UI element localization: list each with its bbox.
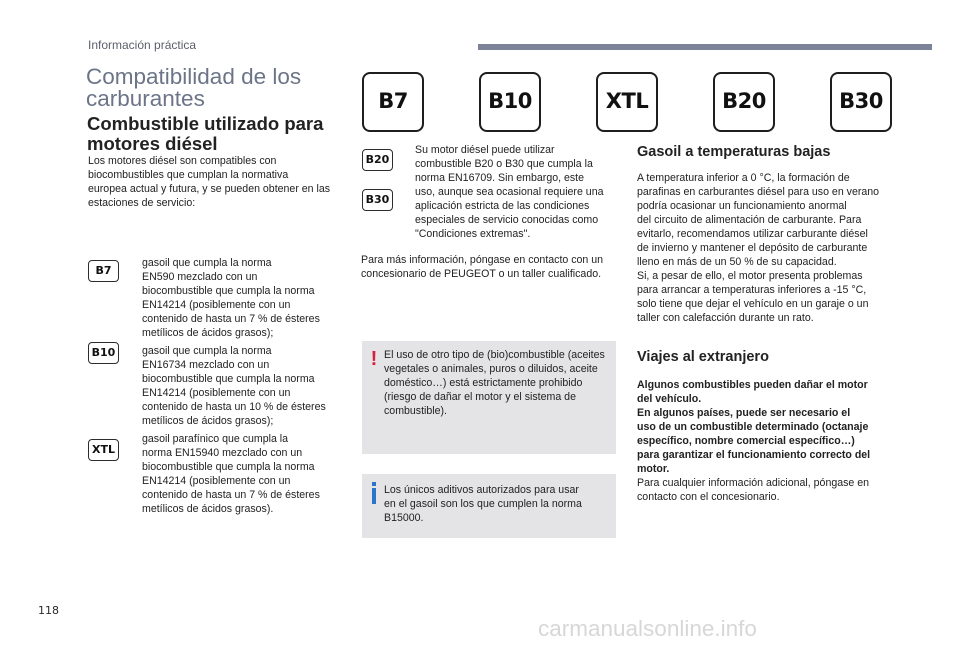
text-line: gasoil que cumpla la norma: [142, 257, 272, 269]
text-line: El uso de otro tipo de (bio)combustible (aceites: [384, 349, 605, 361]
warning-box: [362, 341, 616, 454]
b20-b30-description: [415, 143, 615, 241]
text-line: B15000.: [384, 512, 424, 524]
travel-abroad-paragraph: [637, 378, 892, 504]
text-line: biocombustibles que cumplan la normativa: [88, 169, 289, 181]
text-line: norma EN16709. Sin embargo, este: [415, 172, 585, 184]
text-line: uso, aunque sea ocasional requiere una: [415, 186, 604, 198]
text-line: especiales de servicio conocidas como: [415, 214, 599, 226]
text-line: EN14214 (posiblemente con un: [142, 299, 291, 311]
text-line: podría ocasionar un funcionamiento anormal: [637, 200, 847, 212]
text-line: estaciones de servicio:: [88, 197, 196, 209]
text-line: norma EN15940 mezclado con un: [142, 447, 303, 459]
section-label: Información práctica: [88, 38, 197, 52]
text-line: del vehículo.: [637, 393, 702, 405]
page-title: [86, 66, 356, 110]
diesel-fuel-heading: [87, 114, 352, 154]
text-line: combustible B20 o B30 que cumpla la: [415, 158, 593, 170]
warning-text: [384, 348, 612, 418]
text-line: Para más información, póngase en contacto con un: [361, 254, 604, 266]
text-line: evitarlo, recomendamos utilizar carburante diésel: [637, 228, 868, 240]
text-line: EN14214 (posiblemente con un: [142, 475, 291, 487]
text-line: metílicos de ácidos grasos).: [142, 503, 274, 515]
page-title-line: Compatibilidad de los: [86, 64, 302, 89]
text-line: metílicos de ácidos grasos);: [142, 415, 274, 427]
text-line: Si, a pesar de ello, el motor presenta problemas: [637, 270, 863, 282]
text-line: gasoil que cumpla la norma: [142, 345, 272, 357]
fuel-label-b20: B20: [362, 149, 393, 171]
info-icon-stem: [372, 488, 376, 504]
text-line: Su motor diésel puede utilizar: [415, 144, 555, 156]
text-line: vegetales o animales, puros o diluidos, aceite: [384, 363, 598, 375]
text-line: combustible).: [384, 405, 447, 417]
text-line: motor.: [637, 463, 670, 475]
fuel-label-xtl: XTL: [88, 439, 119, 461]
exclamation-icon: !: [370, 348, 378, 370]
info-icon-dot: [372, 482, 376, 486]
text-line: biocombustible que cumpla la norma: [142, 373, 315, 385]
text-line: "Condiciones extremas".: [415, 228, 531, 240]
low-temperature-paragraph: [637, 171, 887, 325]
text-line: parafinas en carburantes diésel para uso en verano: [637, 186, 880, 198]
text-line: en el gasoil son los que cumplen la norma: [384, 498, 582, 510]
text-line: europea actual y futura, y se pueden obtener en las: [88, 183, 331, 195]
text-line: En algunos países, puede ser necesario el: [637, 407, 851, 419]
fuel-badge-b10: B10: [479, 72, 541, 132]
intro-paragraph: [88, 154, 350, 210]
text-line: concesionario de PEUGEOT o un taller cualificado.: [361, 268, 602, 280]
heading-line: Combustible utilizado para: [87, 113, 324, 134]
page-number: 118: [38, 604, 59, 617]
fuel-label-b30: B30: [362, 189, 393, 211]
low-temperature-heading: Gasoil a temperaturas bajas: [637, 144, 831, 160]
text-line: para garantizar el funcionamiento correcto del: [637, 449, 871, 461]
text-line: A temperatura inferior a 0 °C, la formación de: [637, 172, 850, 184]
page-title-line: carburantes: [86, 86, 205, 111]
watermark: carmanualsonline.info: [538, 616, 757, 641]
fuel-badge-b30: B30: [830, 72, 892, 132]
text-line: contenido de hasta un 7 % de ésteres: [142, 489, 320, 501]
text-line: EN590 mezclado con un: [142, 271, 258, 283]
text-line: Para cualquier información adicional, póngase en: [637, 477, 870, 489]
text-line: (riesgo de dañar el motor y el sistema de: [384, 391, 576, 403]
text-line: contenido de hasta un 7 % de ésteres: [142, 313, 320, 325]
text-line: Los únicos aditivos autorizados para usar: [384, 484, 579, 496]
text-line: específico, nombre comercial específico…): [637, 435, 855, 447]
travel-abroad-heading: Viajes al extranjero: [637, 349, 769, 365]
fuel-description-b7: [142, 256, 342, 340]
text-line: para arrancar a temperaturas inferiores a -15 °C,: [637, 284, 867, 296]
fuel-badge-xtl: XTL: [596, 72, 658, 132]
fuel-description-xtl: [142, 432, 342, 516]
text-line: biocombustible que cumpla la norma: [142, 461, 315, 473]
text-line: solo tiene que dejar el vehículo en un garaje o un: [637, 298, 869, 310]
text-line: doméstico…) está estrictamente prohibido: [384, 377, 583, 389]
fuel-description-b10: [142, 344, 342, 428]
text-line: lleno en más de un 50 % de su capacidad.: [637, 256, 837, 268]
text-line: aplicación estricta de las condiciones: [415, 200, 590, 212]
heading-line: motores diésel: [87, 133, 218, 154]
text-line: gasoil parafínico que cumpla la: [142, 433, 289, 445]
fuel-label-b10: B10: [88, 342, 119, 364]
text-line: del circuito de alimentación de carburante. Para: [637, 214, 862, 226]
info-icon: [370, 482, 378, 504]
text-line: contacto con el concesionario.: [637, 491, 780, 503]
section-bar: [478, 44, 932, 50]
contact-info-paragraph: [361, 253, 616, 281]
text-line: uso de un combustible determinado (octanaje: [637, 421, 869, 433]
text-line: Los motores diésel son compatibles con: [88, 155, 277, 167]
text-line: biocombustible que cumpla la norma: [142, 285, 315, 297]
info-box: [362, 474, 616, 538]
text-line: taller con calefacción durante un rato.: [637, 312, 814, 324]
text-line: Algunos combustibles pueden dañar el motor: [637, 379, 868, 391]
info-text: [384, 483, 612, 525]
text-line: EN16734 mezclado con un: [142, 359, 270, 371]
text-line: metílicos de ácidos grasos);: [142, 327, 274, 339]
fuel-badge-b7: B7: [362, 72, 424, 132]
fuel-label-b7: B7: [88, 260, 119, 282]
text-line: EN14214 (posiblemente con un: [142, 387, 291, 399]
fuel-badge-b20: B20: [713, 72, 775, 132]
text-line: contenido de hasta un 10 % de ésteres: [142, 401, 326, 413]
text-line: de invierno y mantener el depósito de carburante: [637, 242, 868, 254]
